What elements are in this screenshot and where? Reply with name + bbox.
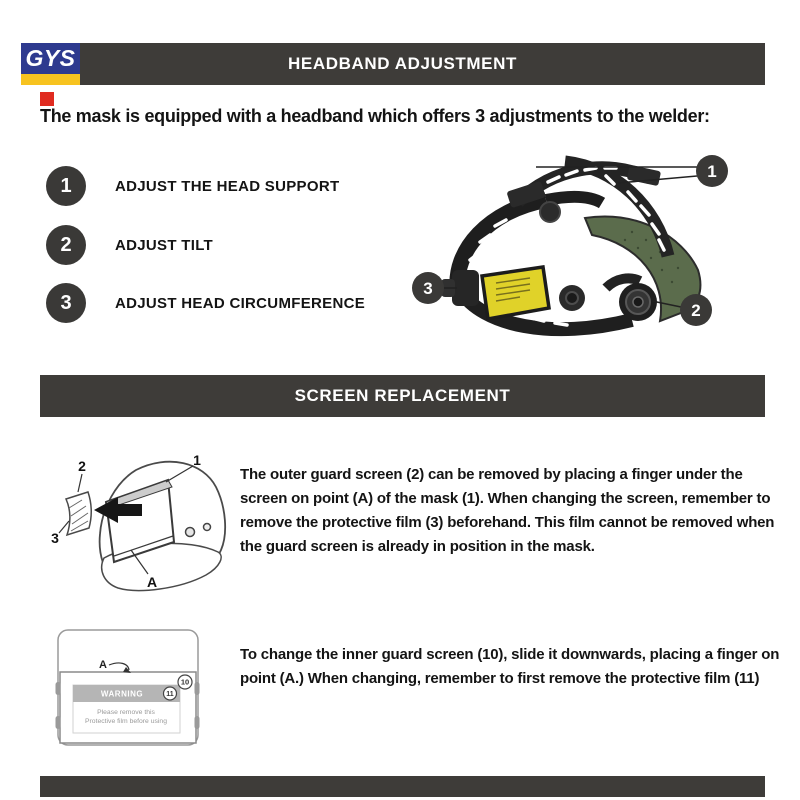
mask-label-a: A bbox=[146, 574, 158, 590]
gys-logo-red-square bbox=[40, 92, 54, 106]
step-2-label: ADJUST TILT bbox=[115, 236, 214, 254]
outer-screen-paragraph: The outer guard screen (2) can be removed by placing a finger under the screen on point (A) of the mask (1). When changing the screen, remember to remove the protective film (3) beforehand. This film cannot be removed when the guard screen is already in position in the mask. bbox=[240, 466, 775, 555]
gys-logo bbox=[21, 43, 80, 85]
crown-pivot bbox=[540, 202, 560, 222]
step-3-badge: 3 bbox=[46, 283, 86, 323]
gys-logo-blue-block bbox=[21, 43, 80, 74]
step-row-3 bbox=[46, 283, 365, 323]
inner-label-10: 10 bbox=[180, 677, 190, 687]
step-row-1 bbox=[46, 166, 339, 206]
photo-callout-1-num: 1 bbox=[707, 162, 717, 182]
headband-section-bar bbox=[40, 43, 765, 85]
step-3-label: ADJUST HEAD CIRCUMFERENCE bbox=[115, 294, 366, 312]
inner-screen-diagram bbox=[50, 625, 220, 755]
screen-section-title: SCREEN REPLACEMENT bbox=[294, 386, 511, 405]
top-ratchet-right bbox=[627, 165, 661, 186]
warning-line-2: Protective film before using bbox=[85, 718, 167, 725]
mask-label-1: 1 bbox=[193, 452, 201, 468]
warning-title: WARNING bbox=[100, 689, 144, 699]
headband-photo bbox=[400, 140, 785, 350]
step-1-badge: 1 bbox=[46, 166, 86, 206]
side-knob-large bbox=[186, 528, 195, 537]
mask-diagram bbox=[38, 442, 238, 602]
photo-callout-1 bbox=[696, 155, 728, 187]
step-1-label: ADJUST THE HEAD SUPPORT bbox=[115, 177, 340, 195]
photo-callout-3-num: 3 bbox=[423, 279, 433, 299]
screen-section-bar bbox=[40, 375, 765, 417]
inner-screen-paragraph: To change the inner guard screen (10), slide it downwards, placing a finger on point (A.) When changing, remember to first remove the protective film (11) bbox=[240, 646, 780, 687]
bottom-cropped-section-bar bbox=[40, 776, 765, 797]
side-knob-small bbox=[204, 524, 211, 531]
headband-section-title: HEADBAND ADJUSTMENT bbox=[288, 54, 517, 73]
gys-logo-text: GYS bbox=[25, 45, 76, 71]
gys-logo-yellow-stripe bbox=[21, 74, 80, 85]
mask-label-2: 2 bbox=[78, 458, 86, 474]
photo-callout-2-num: 2 bbox=[691, 301, 701, 321]
warning-sticker bbox=[482, 267, 549, 319]
warning-line-1: Please remove this bbox=[97, 709, 155, 716]
intro-text: The mask is equipped with a headband which offers 3 adjustments to the welder: bbox=[40, 106, 710, 126]
step-row-2 bbox=[46, 225, 213, 265]
inner-label-11: 11 bbox=[166, 691, 174, 699]
photo-callout-2 bbox=[680, 294, 712, 326]
step-2-badge: 2 bbox=[46, 225, 86, 265]
mask-label-3: 3 bbox=[51, 530, 59, 546]
inner-label-a: A bbox=[99, 659, 107, 671]
photo-callout-3 bbox=[412, 272, 444, 304]
